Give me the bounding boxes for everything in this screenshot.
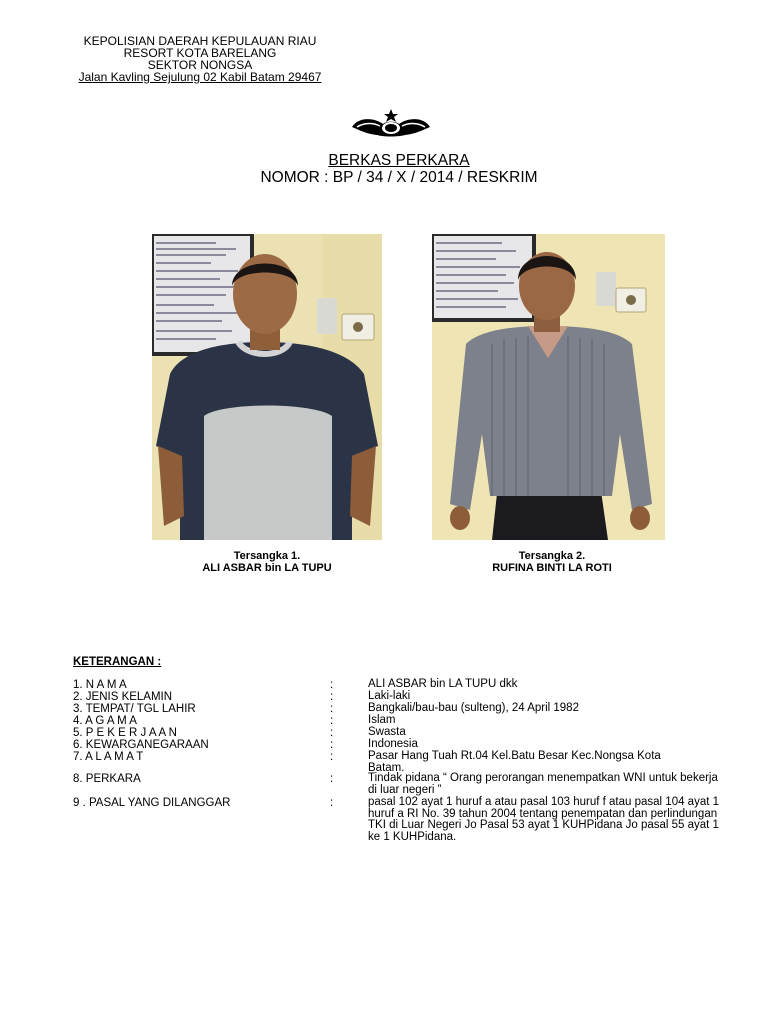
- info-label-jenis-kelamin: 2. JENIS KELAMIN: [73, 691, 173, 703]
- info-label-perkara: 8. PERKARA: [73, 773, 141, 785]
- sector-name: SEKTOR NONGSA: [147, 58, 253, 72]
- info-label-nama: 1. N A M A: [73, 679, 127, 691]
- info-colon: :: [330, 715, 334, 727]
- info-label-agama: 4. A G A M A: [73, 715, 137, 727]
- info-heading: KETERANGAN :: [73, 656, 162, 668]
- police-emblem-logo: [347, 108, 435, 140]
- suspect-1-photo: [152, 234, 382, 540]
- info-label-kewarganegaraan: 6. KEWARGANEGARAAN: [73, 739, 209, 751]
- document-number: NOMOR : BP / 34 / X / 2014 / RESKRIM: [260, 169, 538, 186]
- info-label-pasal: 9 . PASAL YANG DILANGGAR: [73, 797, 231, 809]
- info-value-agama: Islam: [368, 714, 396, 726]
- info-value-kewarganegaraan: Indonesia: [368, 738, 418, 750]
- info-value-pasal: pasal 102 ayat 1 huruf a atau pasal 103 huruf f atau pasal 104 ayat 1 huruf a RI No. 39 tahun 2004 tentang penempatan dan perlindungan TKI di Luar Negeri Jo Pasal 53 ayat 1 KUHPidana Jo pasal 55 ayat 1 ke 1 KUHPidana.: [368, 796, 720, 844]
- info-label-alamat: 7. A L A M A T: [73, 751, 144, 763]
- info-colon: :: [330, 691, 334, 703]
- info-colon: :: [330, 679, 334, 691]
- info-value-alamat: Pasar Hang Tuah Rt.04 Kel.Batu Besar Kec.Nongsa Kota Batam.: [368, 750, 661, 774]
- suspect-1-label: Tersangka 1.: [233, 550, 301, 562]
- info-label-tempat-tgl-lahir: 3. TEMPAT/ TGL LAHIR: [73, 703, 196, 715]
- info-value-jenis-kelamin: Laki-laki: [368, 690, 411, 702]
- suspect-1-name: ALI ASBAR bin LA TUPU: [202, 562, 332, 574]
- document-title: BERKAS PERKARA: [328, 152, 470, 169]
- info-colon: :: [330, 773, 334, 785]
- info-colon: :: [330, 751, 334, 763]
- info-value-pekerjaan: Swasta: [368, 726, 406, 738]
- info-value-nama: ALI ASBAR bin LA TUPU dkk: [368, 678, 518, 690]
- info-colon: :: [330, 727, 334, 739]
- suspect-2-caption: [432, 550, 672, 574]
- info-value-perkara: Tindak pidana “ Orang perorangan menempatkan WNI untuk bekerja di luar negeri ”: [368, 772, 718, 796]
- info-colon: :: [330, 797, 334, 809]
- agency-address: Jalan Kavling Sejulung 02 Kabil Batam 29467: [78, 70, 322, 84]
- suspect-2-label: Tersangka 2.: [518, 550, 586, 562]
- resort-name: RESORT KOTA BARELANG: [123, 46, 277, 60]
- info-label-pekerjaan: 5. P E K E R J A A N: [73, 727, 177, 739]
- agency-name: KEPOLISIAN DAERAH KEPULAUAN RIAU: [83, 34, 317, 48]
- info-colon: :: [330, 739, 334, 751]
- suspect-2-photo: [432, 234, 665, 540]
- info-colon: :: [330, 703, 334, 715]
- info-value-tempat-tgl-lahir: Bangkali/bau-bau (sulteng), 24 April 1982: [368, 702, 579, 714]
- suspect-2-name: RUFINA BINTI LA ROTI: [492, 562, 612, 574]
- suspect-1-caption: [152, 550, 382, 574]
